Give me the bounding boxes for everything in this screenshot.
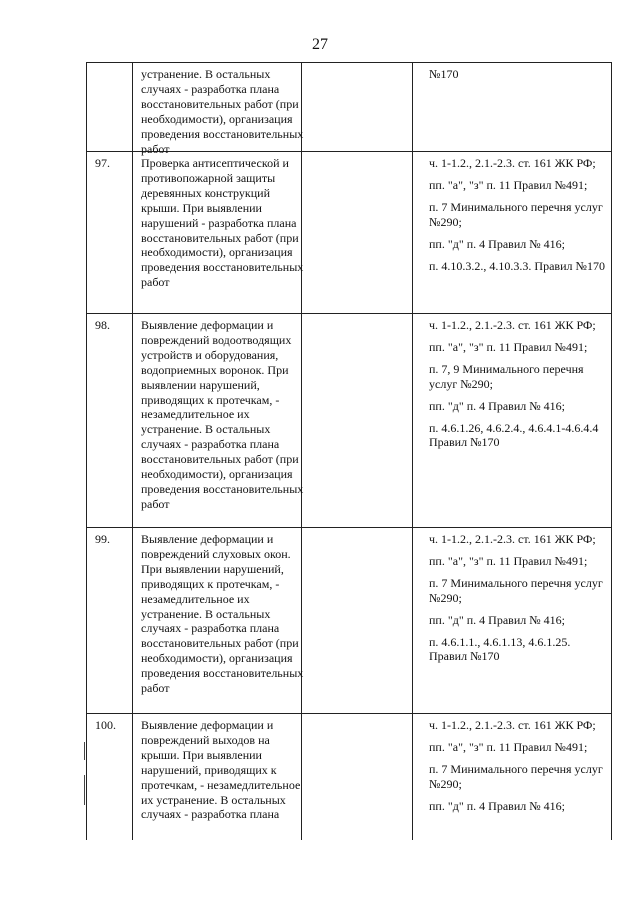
legal-reference: пп. "а", "з" п. 11 Правил №491;	[429, 553, 588, 568]
regulations-table	[86, 62, 612, 840]
legal-reference: п. 7 Минимального перечня услуг №290;	[429, 761, 603, 791]
table-row	[86, 62, 612, 156]
legal-reference: пп. "д" п. 4 Правил № 416;	[429, 798, 566, 813]
table-row	[86, 714, 612, 840]
legal-reference: п. 7 Минимального перечня услуг №290;	[429, 199, 603, 229]
legal-references	[429, 532, 609, 671]
row-number: 98.	[95, 318, 110, 332]
legal-reference: п. 4.6.1.1., 4.6.1.13, 4.6.1.25. Правил №170	[429, 634, 571, 664]
scan-artifact-line	[84, 742, 85, 760]
work-description: Выявление деформации и повреждений слуховых окон. При выявлении нарушений, приводящих к протечкам, - незамедлительное их устранение. В остальных случаях - разработка плана восстановительных работ (при необходимости), организация проведения восстановительных работ	[141, 532, 304, 696]
legal-reference: ч. 1-1.2., 2.1.-2.3. ст. 161 ЖК РФ;	[429, 718, 596, 732]
legal-reference: ч. 1-1.2., 2.1.-2.3. ст. 161 ЖК РФ;	[429, 156, 596, 170]
row-number: 99.	[95, 532, 110, 546]
legal-reference: №170	[429, 67, 459, 81]
page-number: 27	[312, 36, 328, 53]
legal-reference: пп. "д" п. 4 Правил № 416;	[429, 236, 566, 251]
legal-reference: пп. "д" п. 4 Правил № 416;	[429, 398, 566, 413]
table-row	[86, 152, 612, 314]
legal-references	[429, 318, 609, 457]
work-description: устранение. В остальных случаях - разработка плана восстановительных работ (при необходимости), организация проведения восстановительных работ	[141, 67, 304, 156]
legal-reference: п. 7, 9 Минимального перечня услуг №290;	[429, 361, 584, 391]
legal-reference: пп. "а", "з" п. 11 Правил №491;	[429, 177, 588, 192]
legal-reference: ч. 1-1.2., 2.1.-2.3. ст. 161 ЖК РФ;	[429, 532, 596, 546]
work-description: Выявление деформации и повреждений водоотводящих устройств и оборудования, водоприемных воронок. При выявлении нарушений, приводящих к протечкам, - незамедлительное их устранение. В остальных случаях - разработка плана восстановительных работ (при необходимости), организация проведения восстановительных работ	[141, 318, 304, 511]
legal-reference: пп. "д" п. 4 Правил № 416;	[429, 612, 566, 627]
legal-references	[429, 67, 609, 89]
table-row	[86, 528, 612, 714]
legal-reference: пп. "а", "з" п. 11 Правил №491;	[429, 739, 588, 754]
legal-reference: п. 4.6.1.26, 4.6.2.4., 4.6.4.1-4.6.4.4 Правил №170	[429, 420, 599, 450]
scan-artifact-line	[84, 775, 85, 805]
row-number: 100.	[95, 718, 116, 732]
legal-reference: пп. "а", "з" п. 11 Правил №491;	[429, 339, 588, 354]
legal-references	[429, 156, 609, 280]
table-row	[86, 314, 612, 528]
work-description: Выявление деформации и повреждений выходов на крыши. При выявлении нарушений, приводящих к протечкам, - незамедлительное их устранение. В остальных случаях - разработка плана	[141, 718, 301, 822]
row-number: 97.	[95, 156, 110, 170]
legal-reference: п. 7 Минимального перечня услуг №290;	[429, 575, 603, 605]
legal-reference: ч. 1-1.2., 2.1.-2.3. ст. 161 ЖК РФ;	[429, 318, 596, 332]
work-description: Проверка антисептической и противопожарной защиты деревянных конструкций крыши. При выявлении нарушений - разработка плана восстановительных работ (при необходимости), организация проведения восстановительных работ	[141, 156, 304, 290]
legal-reference: п. 4.10.3.2., 4.10.3.3. Правил №170	[429, 258, 605, 273]
legal-references	[429, 718, 609, 821]
